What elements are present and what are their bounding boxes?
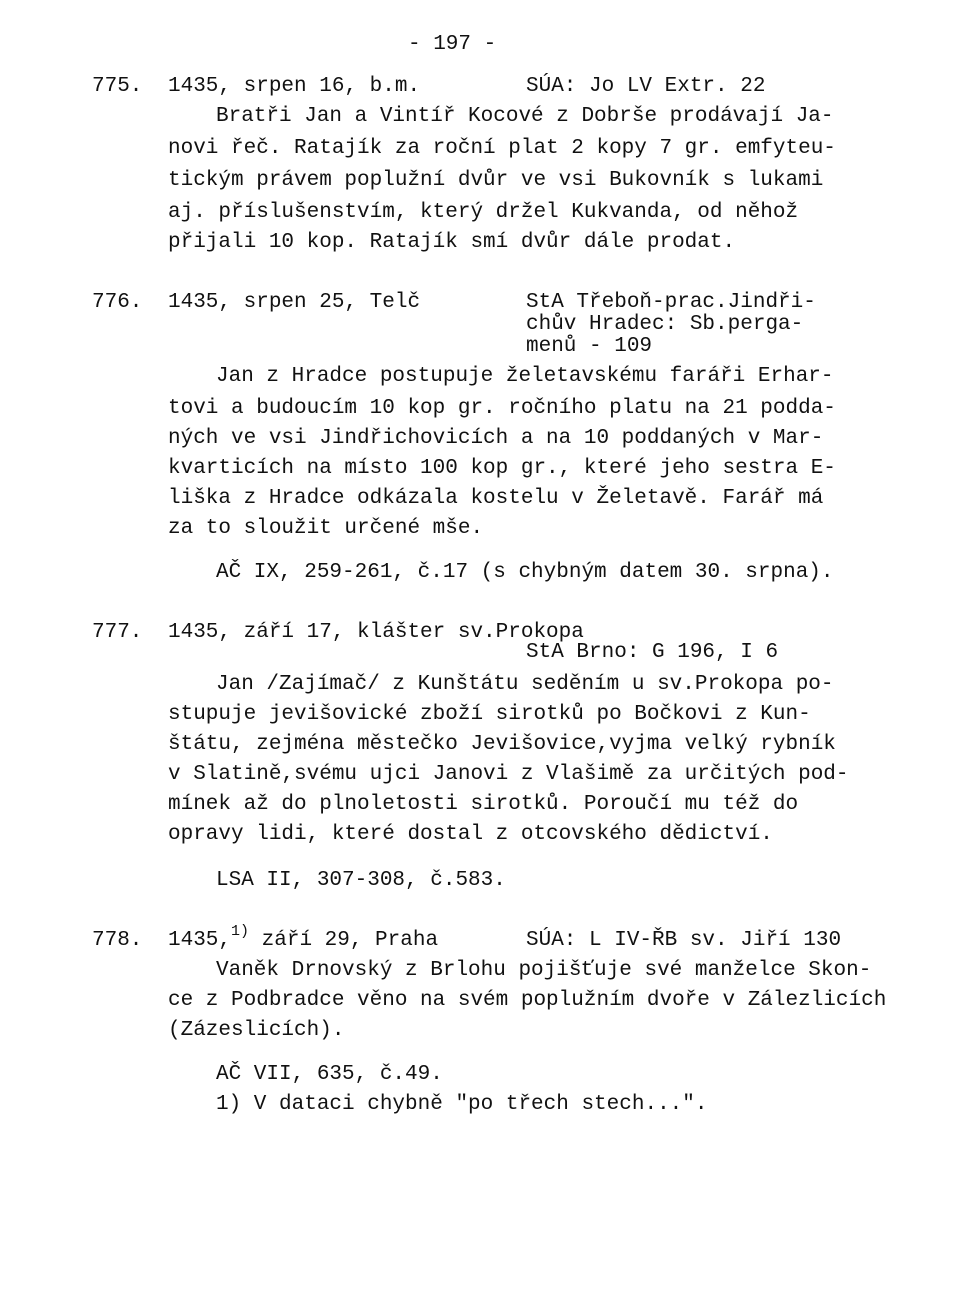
entry-text-line: Jan /Zajímač/ z Kunštátu seděním u sv.Prokopa po- (216, 673, 834, 696)
entry-number: 775. (92, 75, 143, 98)
entry-number: 777. (92, 621, 143, 644)
entry-text-line: opravy lidi, které dostal z otcovského dědictví. (168, 823, 773, 846)
entry-number: 778. (92, 929, 143, 952)
entry-archive: SÚA: Jo LV Extr. 22 (526, 75, 766, 98)
entry-reference: AČ VII, 635, č.49. (216, 1063, 443, 1086)
entry-date-year: 1435, (168, 929, 232, 952)
entry-text-line: aj. příslušenstvím, který držel Kukvanda, od něhož (168, 201, 799, 224)
entry-archive-line: chův Hradec: Sb.perga- (526, 313, 804, 336)
entry-text-line: kvarticích na místo 100 kop gr., které jeho sestra E- (168, 457, 836, 480)
entry-archive: SÚA: L IV-ŘB sv. Jiří 130 (526, 929, 842, 952)
entry-text-line: novi řeč. Ratajík za roční plat 2 kopy 7 gr. emfyteu- (168, 137, 836, 160)
entry-text-line: (Zázeslicích). (168, 1019, 345, 1042)
entry-archive: StA Brno: G 196, I 6 (526, 641, 779, 664)
page-number: - 197 - (408, 33, 497, 56)
entry-number: 776. (92, 291, 143, 314)
entry-text-line: tickým právem poplužní dvůr ve vsi Bukovník s lukami (168, 169, 824, 192)
entry-archive-line: StA Třeboň-prac.Jindři- (526, 291, 816, 314)
entry-text-line: štátu, zejména městečko Jevišovice,vyjma velký rybník (168, 733, 836, 756)
entry-text-line: tovi a budoucím 10 kop gr. ročního platu na 21 podda- (168, 397, 836, 420)
entry-text-line: liška z Hradce odkázala kostelu v Želetavě. Farář má (168, 487, 824, 510)
entry-text-line: v Slatině,svému ujci Janovi z Vlašimě za určitých pod- (168, 763, 849, 786)
entry-reference: LSA II, 307-308, č.583. (216, 869, 506, 892)
footnote-marker: 1) (231, 923, 250, 940)
entry-reference: AČ IX, 259-261, č.17 (s chybným datem 30. srpna). (216, 561, 834, 584)
entry-date: 1435, srpen 25, Telč (168, 291, 421, 314)
entry-text-line: Vaněk Drnovský z Brlohu pojišťuje své manželce Skon- (216, 959, 872, 982)
entry-text-line: mínek až do plnoletosti sirotků. Poroučí mu též do (168, 793, 799, 816)
entry-date (168, 923, 439, 957)
entry-text-line: Bratři Jan a Vintíř Kocové z Dobrše prodávají Ja- (216, 105, 834, 128)
entry-text-line: za to sloužit určené mše. (168, 517, 484, 540)
entry-text-line: Jan z Hradce postupuje želetavskému faráři Erhar- (216, 365, 834, 388)
entry-text-line: stupuje jevišovické zboží sirotků po Bočkovi z Kun- (168, 703, 811, 726)
entry-text-line: přijali 10 kop. Ratajík smí dvůr dále prodat. (168, 231, 736, 254)
entry-text-line: ných ve vsi Jindřichovicích a na 10 poddaných v Mar- (168, 427, 824, 450)
entry-date: 1435, srpen 16, b.m. (168, 75, 421, 98)
entry-text-line: ce z Podbradce věno na svém poplužním dvoře v Zálezlicích (168, 989, 887, 1012)
entry-date: 1435, září 17, klášter sv.Prokopa (168, 621, 584, 644)
entry-date-rest: září 29, Praha (261, 929, 439, 952)
entry-archive-line: menů - 109 (526, 335, 653, 358)
footnote: 1) V dataci chybně "po třech stech...". (216, 1093, 708, 1116)
